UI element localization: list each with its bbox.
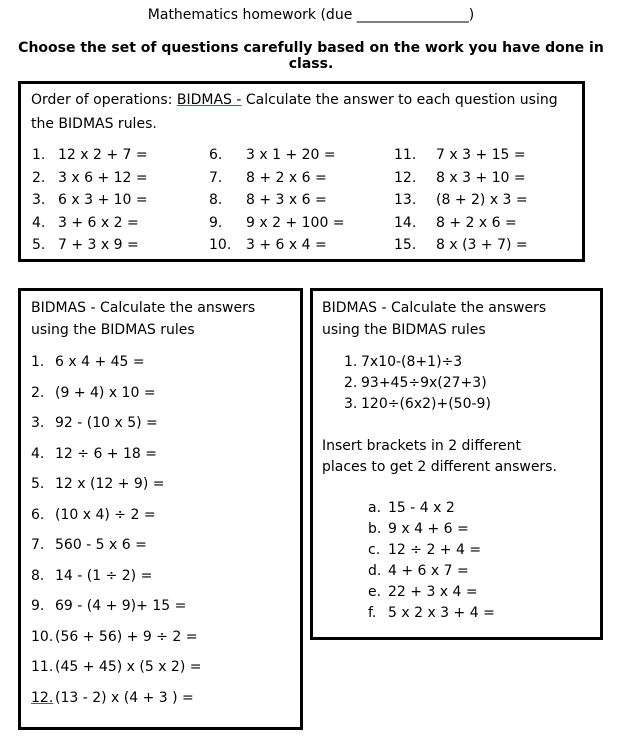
question-expression: 8 + 3 x 6 =	[246, 192, 327, 208]
question-item	[32, 237, 139, 253]
question-expression: 92 - (10 x 5) =	[55, 415, 158, 431]
section1-heading	[31, 92, 558, 108]
question-expression: 3 x 6 + 12 =	[58, 169, 148, 186]
question-expression: (9 + 4) x 10 =	[55, 384, 156, 401]
question-number: 2.	[32, 169, 46, 186]
section3-heading-line2: using the BIDMAS rules	[322, 322, 486, 338]
question-number: 4.	[31, 445, 45, 462]
question-item	[31, 568, 152, 584]
question-expression: (56 + 56) + 9 ÷ 2 =	[55, 628, 198, 645]
question-expression: 560 - 5 x 6 =	[55, 537, 147, 553]
question-number: 3.	[32, 192, 46, 208]
question-expression: 8 x (3 + 7) =	[436, 237, 528, 253]
question-number: 11.	[31, 659, 54, 675]
question-number: a.	[368, 500, 382, 516]
question-number: 8.	[31, 567, 45, 584]
question-expression: 12 x 2 + 7 =	[58, 147, 148, 163]
question-expression: 8 + 2 x 6 =	[436, 214, 517, 231]
bidmas-questions-box-left	[18, 288, 303, 730]
bidmas-questions-box-right	[310, 288, 603, 640]
question-expression: (10 x 4) ÷ 2 =	[55, 506, 156, 523]
question-item	[344, 354, 462, 370]
question-item	[344, 375, 487, 391]
question-item	[31, 446, 157, 462]
question-expression: 69 - (4 + 9)+ 15 =	[55, 598, 187, 614]
question-item	[368, 500, 455, 516]
section2-heading-line2: using the BIDMAS rules	[31, 322, 195, 338]
question-number: 8.	[209, 192, 223, 208]
question-item	[344, 396, 491, 412]
question-number: 14.	[394, 214, 417, 231]
insert-brackets-line1: Insert brackets in 2 different	[322, 438, 522, 454]
question-expression: (13 - 2) x (4 + 3 ) =	[55, 689, 194, 706]
section1-heading-bidmas: BIDMAS -	[176, 92, 242, 108]
section3-heading-line1: BIDMAS - Calculate the answers	[322, 300, 547, 316]
question-expression: 22 + 3 x 4 =	[388, 584, 478, 600]
question-item	[32, 170, 148, 186]
question-item	[31, 537, 147, 553]
question-item	[31, 354, 145, 370]
question-expression: 5 x 2 x 3 + 4 =	[388, 605, 495, 621]
question-item	[31, 385, 156, 401]
question-number: 15.	[394, 237, 417, 253]
question-item	[368, 584, 478, 600]
question-item	[394, 215, 517, 231]
question-expression: 3 + 6 x 2 =	[58, 214, 139, 231]
order-of-operations-box	[18, 81, 585, 262]
question-expression: 7x10-(8+1)÷3	[361, 354, 463, 370]
question-number: 5.	[31, 476, 45, 492]
question-number: 6.	[209, 147, 223, 163]
question-expression: 120÷(6x2)+(50-9)	[361, 396, 491, 412]
question-number: 5.	[32, 237, 46, 253]
question-item	[209, 237, 327, 253]
question-number: e.	[368, 584, 382, 600]
question-number: 12.	[394, 169, 417, 186]
question-expression: 7 + 3 x 9 =	[58, 237, 139, 253]
question-number: 6.	[31, 506, 45, 523]
question-item	[368, 563, 469, 579]
question-number: 10.	[209, 237, 232, 253]
question-item	[209, 192, 327, 208]
question-item	[368, 521, 469, 537]
question-expression: 12 x (12 + 9) =	[55, 476, 165, 492]
question-item	[31, 598, 186, 614]
question-expression: 6 x 4 + 45 =	[55, 354, 145, 370]
question-number: b.	[368, 521, 382, 537]
question-number: 3.	[31, 415, 45, 431]
section2-heading-line1: BIDMAS - Calculate the answers	[31, 300, 256, 316]
question-expression: 6 x 3 + 10 =	[58, 192, 148, 208]
question-number: 1.	[32, 147, 46, 163]
question-number: 9.	[209, 214, 223, 231]
question-expression: 8 x 3 + 10 =	[436, 169, 526, 186]
question-expression: 3 + 6 x 4 =	[246, 237, 327, 253]
question-expression: 93+45÷9x(27+3)	[361, 375, 487, 391]
section1-heading-line2: the BIDMAS rules.	[31, 116, 157, 132]
question-number: 2.	[31, 384, 45, 401]
question-number: 1.	[344, 354, 358, 370]
question-item	[31, 507, 156, 523]
question-item	[31, 415, 158, 431]
question-item	[209, 147, 336, 163]
question-number: 9.	[31, 598, 45, 614]
question-expression: 14 - (1 ÷ 2) =	[55, 567, 153, 584]
question-number: 11.	[394, 147, 417, 163]
section1-heading-prefix: Order of operations:	[31, 92, 177, 108]
question-item	[31, 659, 201, 675]
question-item	[31, 476, 164, 492]
question-number: 2.	[344, 375, 358, 391]
question-expression: 9 x 4 + 6 =	[388, 521, 469, 537]
question-item	[32, 192, 148, 208]
question-item	[368, 605, 495, 621]
question-item	[394, 192, 528, 208]
section1-heading-rest: Calculate the answer to each question using	[241, 92, 558, 108]
question-number: 13.	[394, 192, 417, 208]
question-number: d.	[368, 563, 382, 579]
question-expression: (45 + 45) x (5 x 2) =	[55, 659, 202, 675]
question-number: f.	[368, 605, 377, 621]
question-item	[394, 147, 526, 163]
question-item	[32, 215, 139, 231]
question-expression: 4 + 6 x 7 =	[388, 563, 469, 579]
question-item	[209, 170, 327, 186]
question-expression: 8 + 2 x 6 =	[246, 169, 327, 186]
page-title: Mathematics homework (due ________________)	[147, 7, 475, 23]
question-expression: (8 + 2) x 3 =	[436, 192, 528, 208]
question-expression: 12 ÷ 6 + 18 =	[55, 445, 157, 462]
question-number: 1.	[31, 354, 45, 370]
question-item	[209, 215, 345, 231]
question-item	[368, 542, 481, 558]
question-item	[394, 237, 528, 253]
question-expression: 9 x 2 + 100 =	[246, 214, 345, 231]
question-number: 7.	[31, 537, 45, 553]
question-expression: 3 x 1 + 20 =	[246, 147, 336, 163]
question-expression: 12 ÷ 2 + 4 =	[388, 542, 482, 558]
question-number: 12.	[31, 689, 54, 706]
question-item	[31, 629, 197, 645]
question-number: 3.	[344, 396, 358, 412]
instruction-text: Choose the set of questions carefully based on the work you have done in class.	[18, 40, 604, 72]
question-number: 7.	[209, 169, 223, 186]
question-item	[31, 690, 194, 706]
question-expression: 15 - 4 x 2	[388, 500, 455, 516]
question-number: 4.	[32, 214, 46, 231]
question-item	[394, 170, 526, 186]
question-expression: 7 x 3 + 15 =	[436, 147, 526, 163]
question-number: c.	[368, 542, 381, 558]
question-number: 10.	[31, 628, 54, 645]
insert-brackets-line2: places to get 2 different answers.	[322, 459, 557, 475]
question-item	[32, 147, 148, 163]
